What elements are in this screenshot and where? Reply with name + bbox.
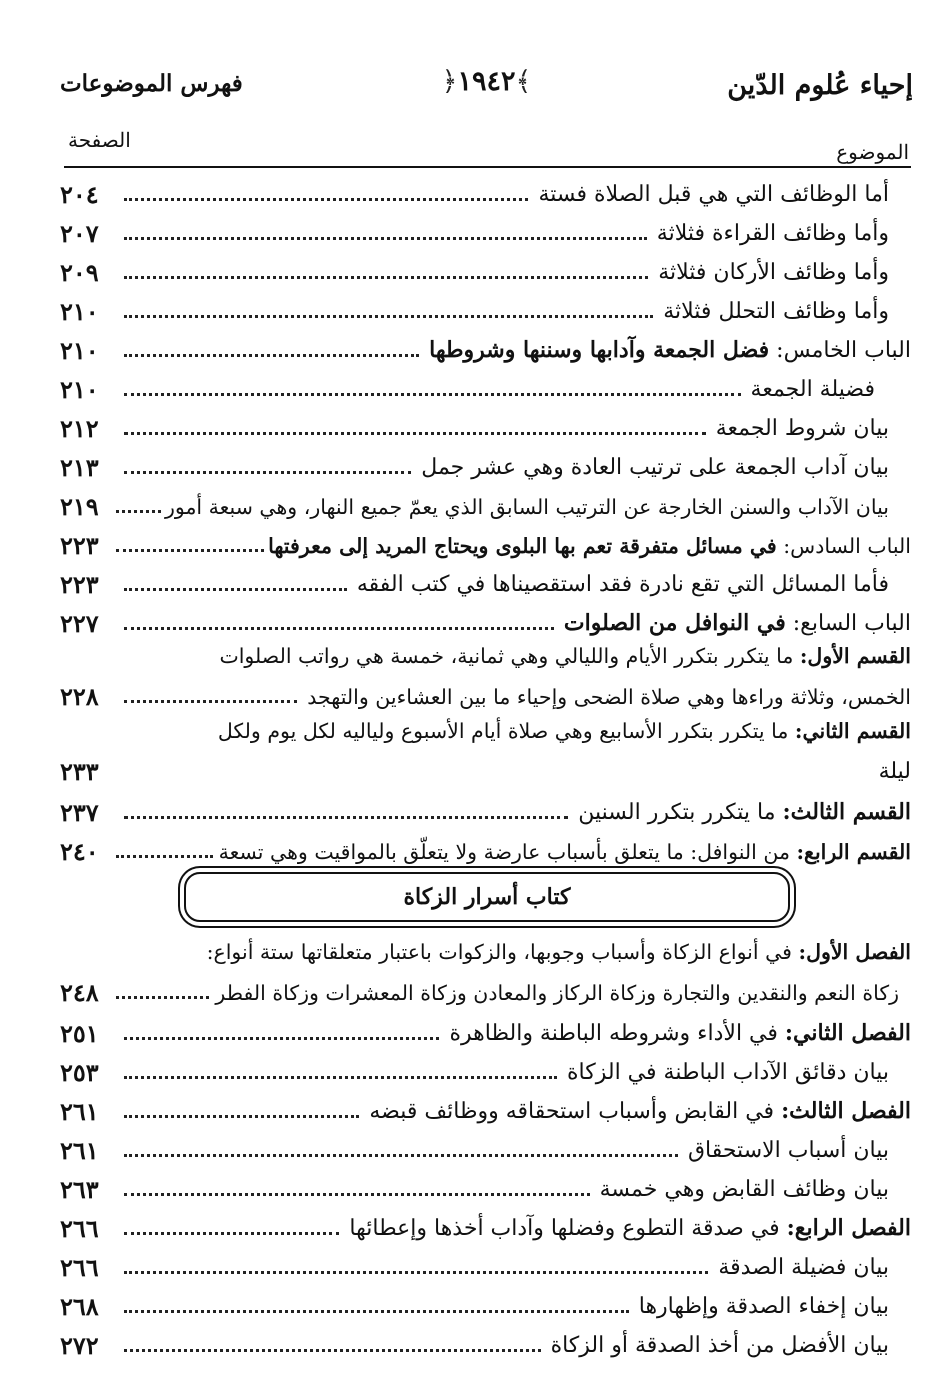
toc-entry-multiline — [60, 936, 911, 1011]
leader-dots — [124, 198, 528, 201]
toc-entry — [60, 1245, 911, 1284]
entry-page: ٢١٣ — [60, 453, 99, 482]
page-number-value: ١٩٤٢ — [457, 66, 516, 97]
chapter-label: الفصل الأول: — [798, 940, 911, 964]
toc-entry — [60, 1323, 911, 1362]
toc-entry — [60, 523, 911, 562]
entry-title: ليلة — [878, 759, 911, 784]
entry-page: ٢٦٨ — [60, 1292, 99, 1321]
leader-dots — [124, 354, 419, 357]
toc-entry — [60, 484, 911, 523]
bracket-left: ﴿ — [441, 66, 458, 97]
book-heading-frame — [0, 872, 951, 922]
part-label: القسم الأول: — [799, 644, 911, 668]
part-label: القسم الثاني: — [794, 719, 911, 743]
chapter-label: الباب الخامس: — [776, 338, 911, 363]
entry-page: ٢١٢ — [60, 414, 99, 443]
leader-dots — [116, 510, 161, 513]
entry-title — [349, 1213, 911, 1244]
leader-dots — [124, 315, 653, 318]
page-column-label: الصفحة — [68, 128, 131, 152]
column-headers — [68, 128, 909, 164]
entry-title — [268, 531, 911, 561]
leader-dots — [124, 816, 568, 819]
toc-entry — [60, 367, 911, 406]
entry-page: ٢٢٨ — [60, 682, 99, 711]
entry-title: بيان وظائف القابض وهي خمسة — [599, 1177, 889, 1202]
toc-entry-multiline — [60, 640, 911, 715]
leader-dots — [124, 432, 706, 435]
entry-title: بيان الآداب والسنن الخارجة عن الترتيب السابق الذي يعمّ جميع النهار، وهي سبعة أمور — [164, 495, 889, 519]
toc-entry — [60, 211, 911, 250]
leader-dots — [124, 1310, 629, 1313]
toc-entry — [60, 1284, 911, 1323]
leader-dots — [116, 549, 264, 552]
part-label: القسم الثالث: — [782, 799, 911, 825]
entry-page: ٢١٠ — [60, 375, 99, 404]
entry-text: في الأداء وشروطه الباطنة والظاهرة — [449, 1021, 778, 1046]
toc-entry — [60, 250, 911, 289]
entry-page: ٢٦١ — [60, 1136, 99, 1165]
toc-entry — [60, 1011, 911, 1050]
entry-page: ٢٦٣ — [60, 1175, 99, 1204]
toc-entry — [60, 1050, 911, 1089]
leader-dots — [124, 588, 347, 591]
toc-entry — [60, 1128, 911, 1167]
entry-title: بيان دقائق الآداب الباطنة في الزكاة — [567, 1060, 889, 1085]
running-header — [60, 64, 913, 112]
bracket-right: ﴾ — [515, 66, 532, 97]
entry-title: وأما وظائف التحلل فثلاثة — [663, 299, 889, 324]
entry-text: في صدقة التطوع وفضلها وآداب أخذها وإعطائها — [349, 1216, 780, 1241]
entry-title: وأما وظائف الأركان فثلاثة — [658, 260, 889, 285]
entry-page: ٢٧٢ — [60, 1331, 99, 1360]
part-label: القسم الرابع: — [796, 840, 911, 864]
entry-page: ٢٢٧ — [60, 609, 99, 638]
entry-title — [564, 608, 911, 639]
entry-page: ٢٣٧ — [60, 798, 99, 827]
entry-title — [449, 1018, 911, 1049]
leader-dots — [124, 471, 411, 474]
leader-dots — [124, 1193, 590, 1196]
entry-text: ما يتكرر بتكرر الأيام والليالي وهي ثمانية، خمسة هي رواتب الصلوات — [219, 644, 794, 668]
entry-title — [429, 335, 911, 366]
entry-page: ٢٢٣ — [60, 570, 99, 599]
entry-title: الخمس، وثلاثة وراءها وهي صلاة الضحى وإحياء ما بين العشاءين والتهجد — [307, 685, 911, 709]
entry-page: ٢٣٣ — [60, 757, 99, 786]
leader-dots — [124, 1232, 339, 1235]
entry-page: ٢٦٦ — [60, 1253, 99, 1282]
entry-title: زكاة النعم والنقدين والتجارة وزكاة الركاز والمعادن وزكاة المعشرات وزكاة الفطر — [215, 981, 899, 1005]
entry-line-2 — [60, 676, 911, 712]
entry-title: بيان آداب الجمعة على ترتيب العادة وهي عشر جمل — [421, 455, 889, 480]
entry-line-1 — [60, 936, 911, 972]
entry-page: ٢١٠ — [60, 336, 99, 365]
header-rule — [64, 166, 911, 168]
chapter-label: الباب السابع: — [792, 611, 911, 636]
entry-page: ٢٦٦ — [60, 1214, 99, 1243]
entry-title: بيان إخفاء الصدقة وإظهارها — [638, 1294, 889, 1319]
entry-title: بيان الأفضل من أخذ الصدقة أو الزكاة — [550, 1333, 889, 1358]
entry-line-2 — [60, 751, 911, 787]
toc-entry — [60, 328, 911, 367]
entry-title — [578, 797, 911, 828]
chapter-title: في مسائل متفرقة تعم بها البلوى ويحتاج المريد إلى معرفتها — [268, 534, 777, 558]
toc-entry — [60, 1206, 911, 1245]
leader-dots — [124, 1115, 359, 1118]
leader-dots — [124, 276, 648, 279]
entry-page: ٢٤٨ — [60, 978, 99, 1007]
entry-page: ٢٥٣ — [60, 1058, 99, 1087]
entry-page: ٢٢٣ — [60, 531, 99, 560]
leader-dots — [124, 1349, 541, 1352]
leader-dots — [124, 700, 297, 703]
toc-section-zakat — [60, 936, 911, 1362]
leader-dots — [116, 855, 213, 858]
toc-entry — [60, 601, 911, 640]
leader-dots — [124, 1076, 557, 1079]
entry-title: فأما المسائل التي تقع نادرة فقد استقصيناها في كتب الفقه — [356, 572, 889, 597]
leader-dots — [124, 1271, 708, 1274]
entry-page: ٢٠٩ — [60, 258, 99, 287]
toc-entry — [60, 790, 911, 829]
entry-title — [369, 1096, 911, 1127]
entry-page: ٢٠٤ — [60, 180, 99, 209]
chapter-title: في النوافل من الصلوات — [563, 610, 786, 636]
entry-text: ما يتكرر بتكرر السنين — [578, 800, 776, 825]
entry-text: ما يتكرر بتكرر الأسابيع وهي صلاة أيام الأسبوع ولياليه لكل يوم ولكل — [217, 719, 789, 743]
leader-dots — [124, 237, 647, 240]
chapter-label: الفصل الثاني: — [784, 1020, 911, 1046]
entry-page: ٢١٩ — [60, 492, 99, 521]
entry-page: ٢٠٧ — [60, 219, 99, 248]
toc-entry — [60, 172, 911, 211]
entry-title: بيان شروط الجمعة — [715, 416, 889, 441]
page-number — [442, 66, 532, 97]
entry-title: وأما وظائف القراءة فثلاثة — [656, 221, 889, 246]
chapter-label: الفصل الرابع: — [786, 1215, 911, 1241]
entry-line-2 — [60, 972, 911, 1008]
toc-entry — [60, 406, 911, 445]
topic-column-label: الموضوع — [836, 140, 909, 164]
entry-text: في أنواع الزكاة وأسباب وجوبها، والزكوات باعتبار متعلقاتها ستة أنواع: — [206, 940, 792, 964]
chapter-label: الباب السادس: — [783, 534, 911, 558]
entry-line-1 — [60, 640, 911, 676]
entry-title: فضيلة الجمعة — [750, 377, 875, 402]
toc-entry-multiline — [60, 715, 911, 790]
entry-line-1 — [60, 715, 911, 751]
leader-dots — [116, 996, 209, 999]
toc-entry — [60, 562, 911, 601]
entry-text: من النوافل: ما يتعلق بأسباب عارضة ولا يتعلّق بالمواقيت وهي تسعة — [218, 840, 790, 864]
leader-dots — [124, 627, 554, 630]
entry-page: ٢٦١ — [60, 1097, 99, 1126]
toc-entry — [60, 445, 911, 484]
entry-page: ٢٤٠ — [60, 837, 99, 866]
toc-entry — [60, 1167, 911, 1206]
chapter-title: فضل الجمعة وآدابها وسننها وشروطها — [429, 337, 770, 363]
toc-section-prayer — [60, 172, 911, 868]
toc-entry — [60, 289, 911, 328]
entry-title: بيان أسباب الاستحقاق — [687, 1138, 889, 1163]
leader-dots — [124, 1037, 439, 1040]
toc-entry — [60, 829, 911, 868]
toc-entry — [60, 1089, 911, 1128]
book-heading: كتاب أسرار الزكاة — [184, 872, 790, 922]
entry-title: أما الوظائف التي هي قبل الصلاة فستة — [538, 182, 889, 207]
entry-title: بيان فضيلة الصدقة — [718, 1255, 889, 1280]
leader-dots — [124, 1154, 678, 1157]
section-title: فهرس الموضوعات — [60, 70, 243, 97]
entry-page: ٢١٠ — [60, 297, 99, 326]
book-title: إحياء عُلوم الدّين — [727, 70, 913, 101]
entry-title — [219, 837, 911, 867]
leader-dots — [124, 393, 741, 396]
chapter-label: الفصل الثالث: — [781, 1098, 911, 1124]
entry-page: ٢٥١ — [60, 1019, 99, 1048]
entry-text: في القابض وأسباب استحقاقه ووظائف قبضه — [369, 1099, 775, 1124]
